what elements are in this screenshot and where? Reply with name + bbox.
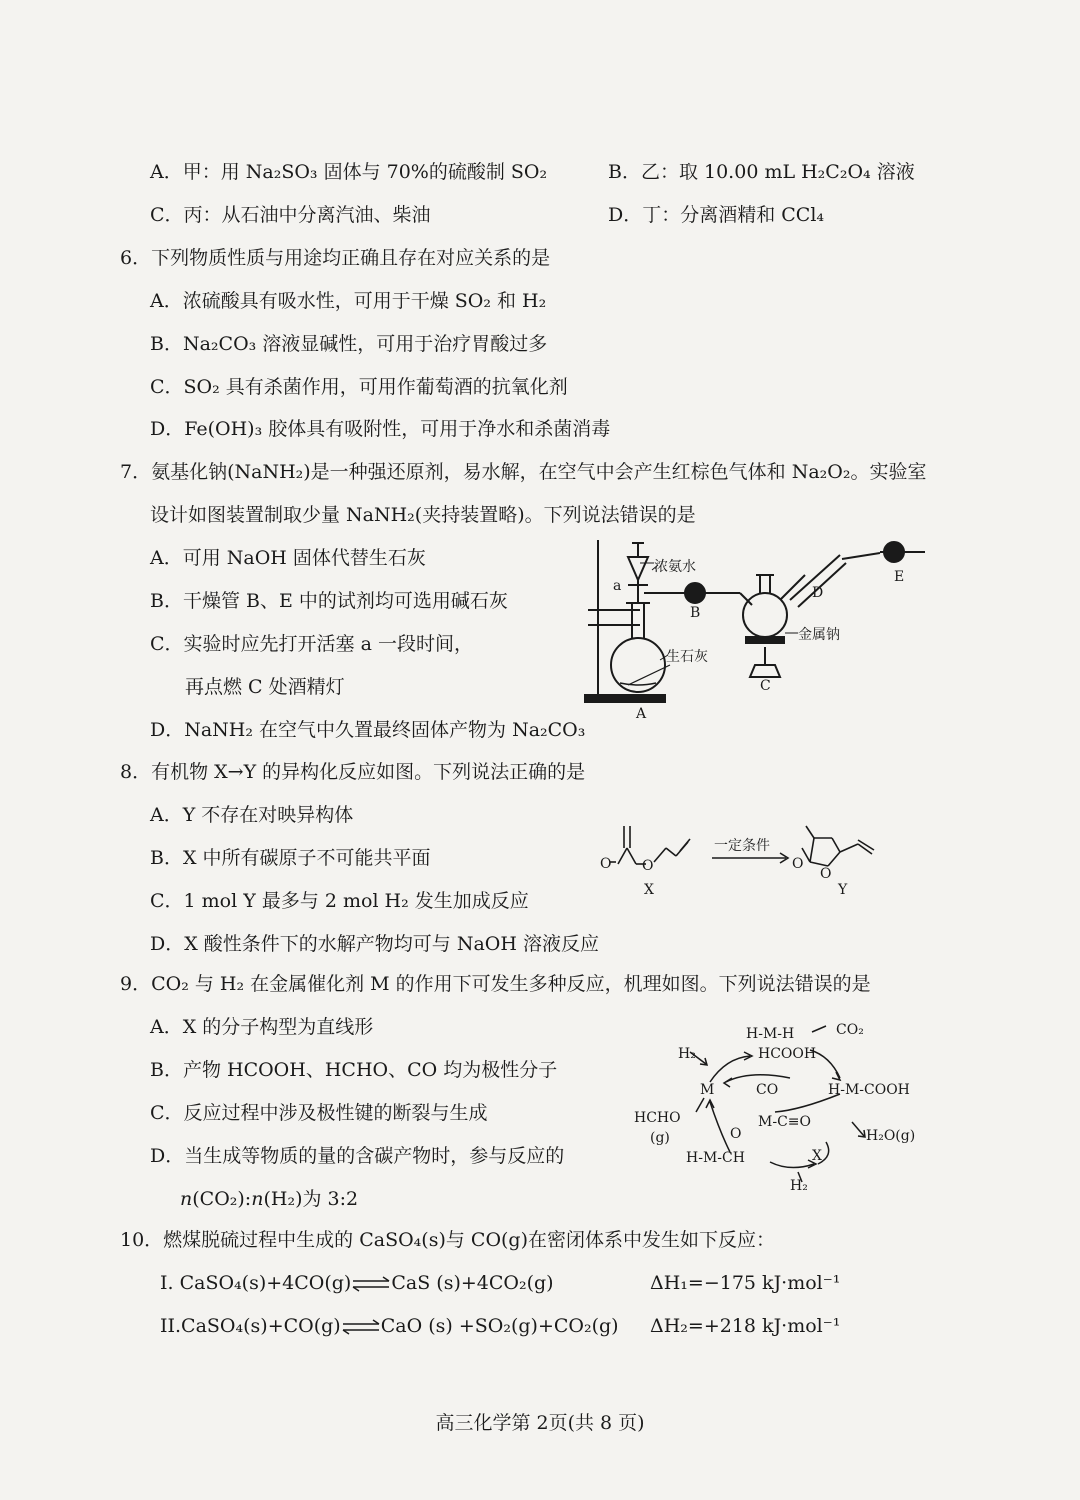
q7-stem-line1: 7．氨基化钠(NaNH₂)是一种强还原剂，易水解，在空气中会产生红棕色气体和 Na₂O₂。实验室 xyxy=(120,461,927,483)
q7-fig-label-ammonia: 浓氨水 xyxy=(654,559,696,575)
q7-apparatus-figure xyxy=(580,535,930,725)
q9-option-d-line2: n(CO₂):n(H₂)为 3:2 xyxy=(180,1188,359,1210)
q6-stem: 6．下列物质性质与用途均正确且存在对应关系的是 xyxy=(120,247,551,269)
q9-fig-hcho: HCHO xyxy=(634,1110,681,1126)
q10-reaction-2: II.CaSO₄(s)+CO(g) CaO (s) +SO₂(g)+CO₂(g) xyxy=(160,1315,619,1337)
q5-option-d: D．丁：分离酒精和 CCl₄ xyxy=(608,204,825,226)
q9-fig-x: X xyxy=(812,1148,822,1164)
q9-fig-hmcooh: H-M-COOH xyxy=(828,1082,910,1098)
q9-stem: 9．CO₂ 与 H₂ 在金属催化剂 M 的作用下可发生多种反应，机理如图。下列说法错误的是 xyxy=(120,973,871,995)
q8-option-a: A．Y 不存在对映异构体 xyxy=(150,804,354,826)
q7-stem-line2: 设计如图装置制取少量 NaNH₂(夹持装置略)。下列说法错误的是 xyxy=(150,504,696,526)
equilibrium-arrow-icon xyxy=(351,1276,391,1292)
q9-fig-hmch: H-M-CH xyxy=(686,1150,745,1166)
q7-fig-label-A: A xyxy=(636,706,647,722)
q6-option-c: C．SO₂ 具有杀菌作用，可用作葡萄酒的抗氧化剂 xyxy=(150,376,568,398)
q7-fig-label-E: E xyxy=(894,569,905,585)
q7-fig-label-sodium: 金属钠 xyxy=(798,627,840,643)
q6-option-a: A．浓硫酸具有吸水性，可用于干燥 SO₂ 和 H₂ xyxy=(150,290,547,312)
q5-option-a: A．甲：用 Na₂SO₃ 固体与 70%的硫酸制 SO₂ xyxy=(150,161,548,183)
q9-fig-hmh: H-M-H xyxy=(746,1026,795,1042)
q8-option-c: C．1 mol Y 最多与 2 mol H₂ 发生加成反应 xyxy=(150,890,529,912)
q9-fig-hcooh: HCOOH xyxy=(758,1046,817,1062)
q8-reaction-figure xyxy=(596,818,906,900)
q10-stem: 10．燃煤脱硫过程中生成的 CaSO₄(s)与 CO(g)在密闭体系中发生如下反应： xyxy=(120,1229,776,1251)
q8-fig-o3: O xyxy=(792,856,804,872)
q7-fig-label-D: D xyxy=(812,585,824,601)
q7-fig-label-B: B xyxy=(690,605,701,621)
equilibrium-arrow-icon xyxy=(341,1319,381,1335)
q8-option-d: D．X 酸性条件下的水解产物均可与 NaOH 溶液反应 xyxy=(150,933,599,955)
q7-option-a: A．可用 NaOH 固体代替生石灰 xyxy=(150,547,426,569)
q8-fig-o2: O xyxy=(642,858,654,874)
q9-fig-o: O xyxy=(730,1126,742,1142)
q9-mechanism-figure xyxy=(630,1012,930,1197)
q7-option-c-line2: 再点燃 C 处酒精灯 xyxy=(185,676,345,698)
q9-option-d-line1: D．当生成等物质的量的含碳产物时，参与反应的 xyxy=(150,1145,565,1167)
q10-reaction-1-dh: ΔH₁=−175 kJ·mol⁻¹ xyxy=(650,1272,841,1294)
page-footer: 高三化学第 2页(共 8 页) xyxy=(435,1412,645,1434)
q7-fig-label-lime: 生石灰 xyxy=(666,649,708,665)
q8-fig-o1: O xyxy=(600,856,612,872)
q8-fig-label-y: Y xyxy=(838,882,848,898)
q8-fig-o4: O xyxy=(820,866,832,882)
q8-option-b: B．X 中所有碳原子不可能共平面 xyxy=(150,847,431,869)
q9-fig-mco: M-C≡O xyxy=(758,1114,811,1130)
q7-option-b: B．干燥管 B、E 中的试剂均可选用碱石灰 xyxy=(150,590,508,612)
q7-fig-label-C: C xyxy=(760,678,771,694)
q6-option-b: B．Na₂CO₃ 溶液显碱性，可用于治疗胃酸过多 xyxy=(150,333,548,355)
q6-option-d: D．Fe(OH)₃ 胶体具有吸附性，可用于净水和杀菌消毒 xyxy=(150,418,611,440)
q7-option-c-line1: C．实验时应先打开活塞 a 一段时间， xyxy=(150,633,473,655)
q7-option-d: D．NaNH₂ 在空气中久置最终固体产物为 Na₂CO₃ xyxy=(150,719,586,741)
q9-fig-co2: CO₂ xyxy=(836,1022,864,1038)
q5-option-c: C．丙：从石油中分离汽油、柴油 xyxy=(150,204,431,226)
q7-fig-label-a: a xyxy=(613,578,622,594)
q8-fig-label-x: X xyxy=(644,882,654,898)
q9-fig-g: (g) xyxy=(650,1130,670,1146)
q9-option-a: A．X 的分子构型为直线形 xyxy=(150,1016,374,1038)
q10-reaction-1: I. CaSO₄(s)+4CO(g) CaS (s)+4CO₂(g) xyxy=(160,1272,554,1294)
q9-fig-h2o: H₂O(g) xyxy=(866,1128,916,1144)
q9-fig-h2-bottom: H₂ xyxy=(790,1178,808,1194)
q9-fig-co: CO xyxy=(756,1082,779,1098)
q9-option-c: C．反应过程中涉及极性键的断裂与生成 xyxy=(150,1102,488,1124)
q8-fig-condition: 一定条件 xyxy=(714,838,770,854)
q8-stem: 8．有机物 X→Y 的异构化反应如图。下列说法正确的是 xyxy=(120,761,586,783)
q9-fig-m: M xyxy=(700,1082,715,1098)
q5-option-b: B．乙：取 10.00 mL H₂C₂O₄ 溶液 xyxy=(608,161,915,183)
q10-reaction-2-dh: ΔH₂=+218 kJ·mol⁻¹ xyxy=(650,1315,841,1337)
q9-fig-h2-top: H₂ xyxy=(678,1046,696,1062)
q9-option-b: B．产物 HCOOH、HCHO、CO 均为极性分子 xyxy=(150,1059,558,1081)
